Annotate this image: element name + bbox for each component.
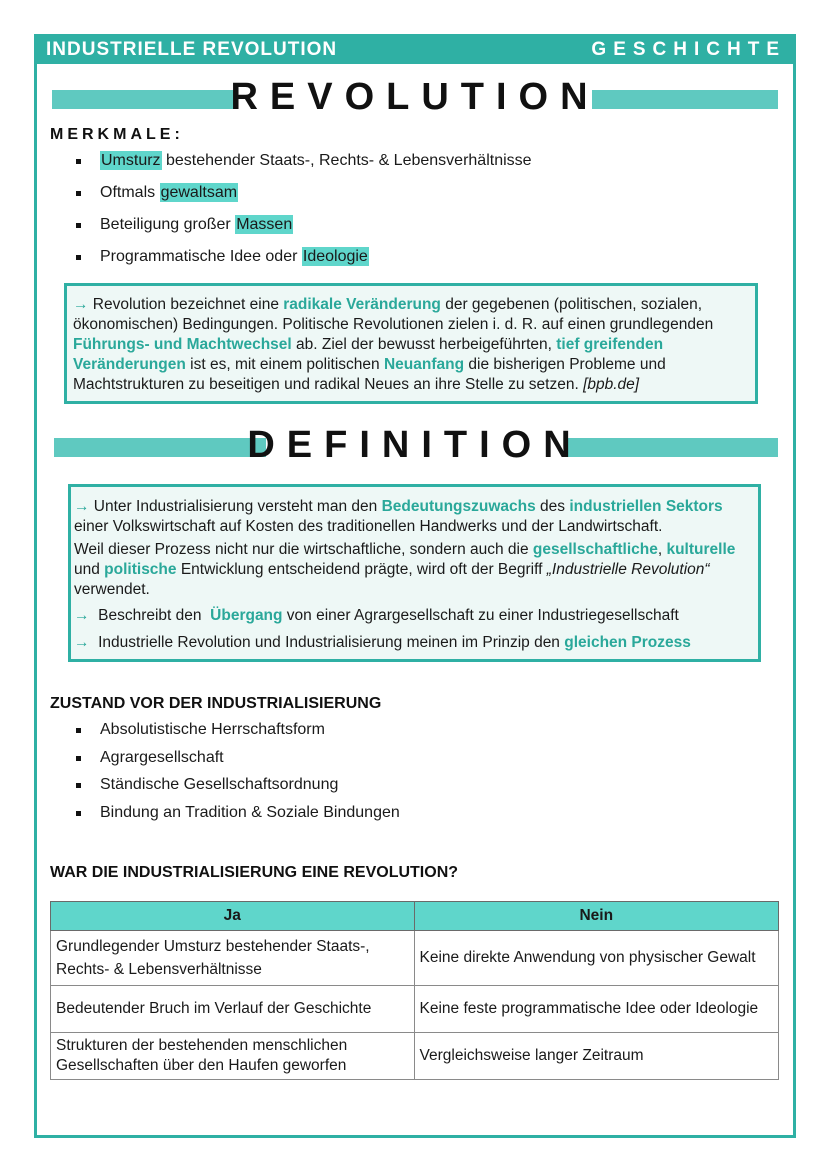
comparison-table xyxy=(50,901,779,1080)
definition-paragraph: → Unter Industrialisierung versteht man den Bedeutungszuwachs des industriellen Sektors einer Volkswirtschaft auf Kosten des traditionellen Handwerks und der Landwirtschaft. xyxy=(74,498,723,535)
table-header-row xyxy=(51,902,779,931)
definition-line: → Beschreibt den Übergang von einer Agrargesellschaft zu einer Industriegesellschaft xyxy=(74,607,679,624)
definition-box xyxy=(68,484,761,662)
keyword-highlight: Umsturz xyxy=(101,152,161,169)
list-item: Bindung an Tradition & Soziale Bindungen xyxy=(76,804,400,832)
definition-paragraph: Weil dieser Prozess nicht nur die wirtschaftliche, sondern auch die gesellschaftliche, kulturelle und politische Entwicklung entscheidend prägte, wird oft der Begriff „Industrielle Revolution“ verwendet. xyxy=(74,541,736,598)
table-cell: Keine direkte Anwendung von physischer Gewalt xyxy=(414,931,778,986)
revolution-heading xyxy=(52,76,778,122)
header-nein: Nein xyxy=(414,902,778,931)
zustand-heading: ZUSTAND VOR DER INDUSTRIALISIERUNG xyxy=(50,695,382,712)
table-cell: Grundlegender Umsturz bestehender Staats-, Rechts- & Lebensverhältnisse xyxy=(51,931,415,986)
keyword-highlight: Massen xyxy=(236,216,293,233)
keyword-highlight: gewaltsam xyxy=(160,184,238,201)
table-row xyxy=(51,986,779,1033)
revolution-title: REVOLUTION xyxy=(230,76,600,118)
merkmale-list xyxy=(76,152,532,280)
list-item: Umsturz bestehender Staats-, Rechts- & Lebensverhältnisse xyxy=(76,152,532,184)
table-cell: Bedeutender Bruch im Verlauf der Geschichte xyxy=(51,986,415,1033)
table-cell: Vergleichsweise langer Zeitraum xyxy=(414,1033,778,1080)
list-item: Agrargesellschaft xyxy=(76,749,400,777)
definition-title: DEFINITION xyxy=(247,424,583,466)
source-citation: [bpb.de] xyxy=(583,376,640,393)
definition-heading xyxy=(52,424,778,470)
revolution-quote-box xyxy=(64,283,758,404)
merkmale-label: MERKMALE: xyxy=(50,126,184,143)
list-item: Ständische Gesellschaftsordnung xyxy=(76,776,400,804)
arrow-icon: → xyxy=(74,607,90,624)
header-ja: Ja xyxy=(51,902,415,931)
arrow-icon: → xyxy=(74,634,90,651)
quote-text: → Revolution bezeichnet eine radikale Veränderung der gegebenen (politischen, sozialen, ökonomischen) Bedingungen. Politische Revolutionen zielen i. d. R. auf einen grundlegenden Führungs- und Machtwechsel ab. Ziel der bewusst herbeigeführten, tief greifenden Veränderungen ist es, mit einem politischen Neuanfang die bisherigen Probleme und Machtstrukturen zu beseitigen und radikal Neues an ihre Stelle zu setzen. [bpb.de] xyxy=(73,296,714,393)
table-cell: Keine feste programmatische Idee oder Ideologie xyxy=(414,986,778,1033)
table-cell: Strukturen der bestehenden menschlichen Gesellschaften über den Haufen geworfen xyxy=(51,1033,415,1080)
zustand-list xyxy=(76,721,400,831)
list-item: Absolutistische Herrschaftsform xyxy=(76,721,400,749)
list-item: Programmatische Idee oder Ideologie xyxy=(76,248,532,280)
table-row xyxy=(51,1033,779,1080)
keyword-highlight: Ideologie xyxy=(302,248,368,265)
question-heading: WAR DIE INDUSTRIALISIERUNG EINE REVOLUTION? xyxy=(50,864,459,881)
arrow-icon: → xyxy=(74,498,90,515)
list-item: Oftmals gewaltsam xyxy=(76,184,532,216)
list-item: Beteiligung großer Massen xyxy=(76,216,532,248)
table-row xyxy=(51,931,779,986)
topic-title: INDUSTRIELLE REVOLUTION xyxy=(46,39,338,60)
header-bar xyxy=(34,34,796,64)
arrow-icon: → xyxy=(73,296,89,313)
subject-label: GESCHICHTE xyxy=(591,39,786,60)
definition-line: → Industrielle Revolution und Industrialisierung meinen im Prinzip den gleichen Prozess xyxy=(74,634,691,651)
